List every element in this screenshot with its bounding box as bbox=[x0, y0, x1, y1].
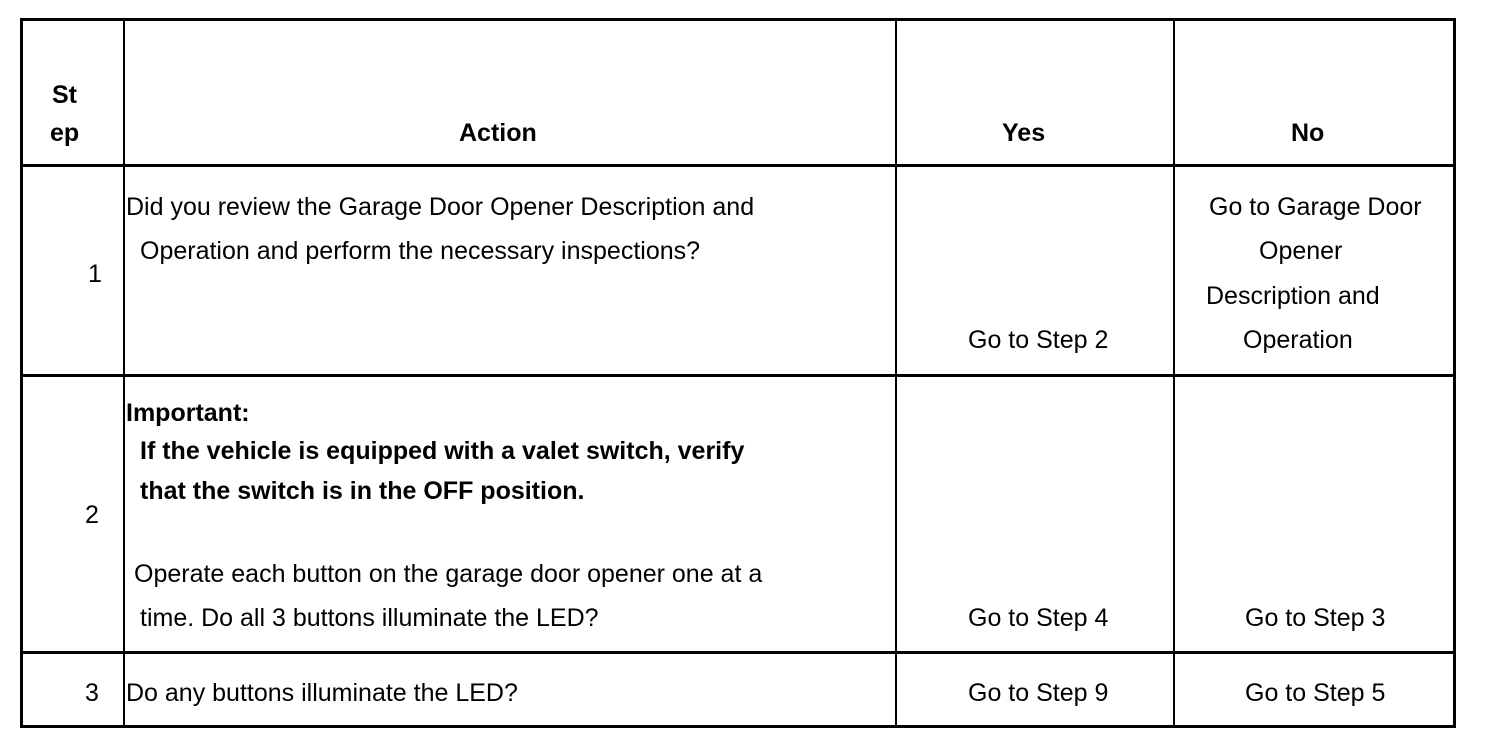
action-text-line: Operation and perform the necessary inspections? bbox=[140, 237, 701, 265]
row-divider-header bbox=[23, 164, 1453, 167]
yes-result: Go to Step 9 bbox=[968, 679, 1109, 707]
step-number: 2 bbox=[85, 501, 99, 529]
header-yes: Yes bbox=[1002, 119, 1046, 147]
no-result-line: Description and bbox=[1206, 282, 1380, 310]
header-action: Action bbox=[459, 119, 537, 147]
important-text-line: that the switch is in the OFF position. bbox=[140, 477, 585, 505]
important-label: Important: bbox=[126, 399, 250, 427]
action-text: Do any buttons illuminate the LED? bbox=[126, 679, 518, 707]
header-no: No bbox=[1291, 119, 1325, 147]
yes-result: Go to Step 2 bbox=[968, 326, 1109, 354]
header-step-line1: St bbox=[52, 81, 77, 109]
header-step-line2: ep bbox=[50, 119, 80, 147]
column-divider-step bbox=[123, 21, 125, 725]
no-result: Go to Step 5 bbox=[1245, 679, 1386, 707]
action-text-line: time. Do all 3 buttons illuminate the LED? bbox=[140, 604, 599, 632]
step-number: 3 bbox=[85, 679, 99, 707]
step-number: 1 bbox=[88, 260, 102, 288]
column-divider-yes bbox=[1173, 21, 1175, 725]
action-text-line: Operate each button on the garage door opener one at a bbox=[134, 560, 763, 588]
diagnostic-table bbox=[20, 18, 1456, 728]
column-divider-action bbox=[895, 21, 897, 725]
no-result-line: Opener bbox=[1259, 237, 1343, 265]
important-text-line: If the vehicle is equipped with a valet switch, verify bbox=[140, 437, 745, 465]
no-result: Go to Step 3 bbox=[1245, 604, 1386, 632]
no-result-line: Go to Garage Door bbox=[1209, 193, 1422, 221]
yes-result: Go to Step 4 bbox=[968, 604, 1109, 632]
no-result-line: Operation bbox=[1243, 326, 1353, 354]
action-text-line: Did you review the Garage Door Opener Description and bbox=[126, 193, 755, 221]
row-divider-2 bbox=[23, 651, 1453, 654]
row-divider-1 bbox=[23, 374, 1453, 377]
